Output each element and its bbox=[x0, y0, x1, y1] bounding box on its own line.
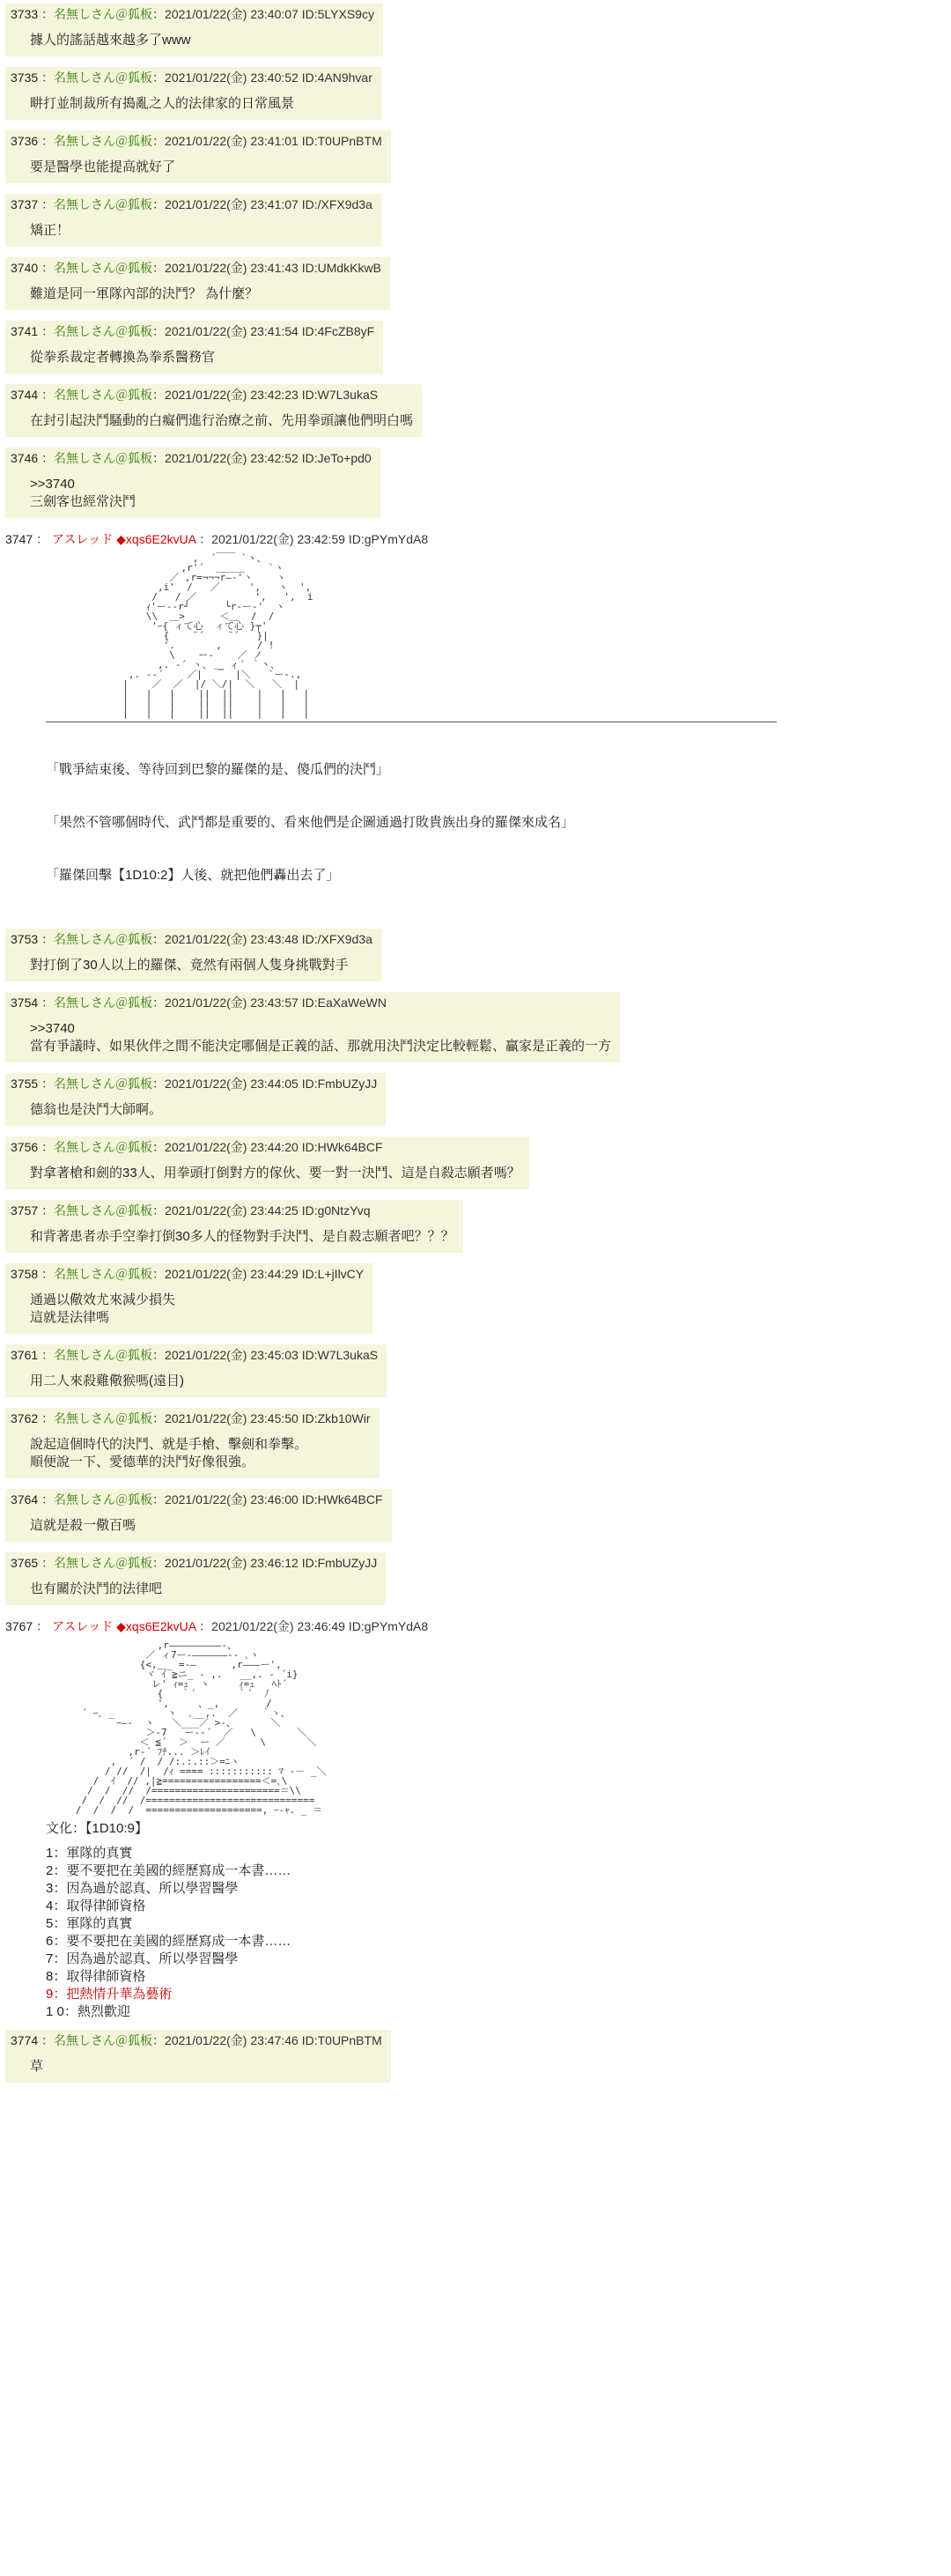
post-body: 和背著患者赤手空拳打倒30多人的怪物對手決鬥、是自殺志願者吧？？？ bbox=[30, 1229, 454, 1244]
post-body: 這就是殺一儆百嗎 bbox=[30, 1518, 136, 1533]
option-item: 4：取得律師資格 bbox=[46, 1899, 146, 1913]
post-id[interactable]: ID:W7L3ukaS bbox=[301, 1348, 379, 1362]
reply-post bbox=[5, 1344, 387, 1397]
post-id[interactable]: ID:4FcZB8yF bbox=[301, 324, 375, 338]
reply-wrapper bbox=[0, 1408, 951, 1489]
reply-post bbox=[5, 1489, 392, 1542]
post-date: 2021/01/22(金) 23:42:23 bbox=[165, 388, 299, 402]
reply-wrapper bbox=[0, 67, 951, 130]
poster-name: 名無しさん＠狐板 bbox=[54, 1348, 153, 1362]
post-number[interactable]: 3756 bbox=[11, 1140, 39, 1154]
post-header: 3741 ：名無しさん＠狐板：2021/01/22(金) 23:41:54 ID:4FcZB8yF bbox=[11, 324, 375, 338]
reply-post bbox=[5, 2030, 391, 2083]
post-date: 2021/01/22(金) 23:42:52 bbox=[165, 451, 299, 465]
reply-wrapper bbox=[0, 1136, 951, 1200]
reply-post bbox=[5, 448, 380, 518]
reply-post bbox=[5, 1200, 463, 1253]
post-date: 2021/01/22(金) 23:43:48 bbox=[165, 932, 299, 946]
post-header: 3735 ：名無しさん＠狐板：2021/01/22(金) 23:40:52 ID:4AN9hvar bbox=[11, 70, 372, 85]
post-date: 2021/01/22(金) 23:44:05 bbox=[165, 1077, 299, 1091]
poster-name: 名無しさん＠狐板 bbox=[54, 388, 153, 402]
poster-name: 名無しさん＠狐板 bbox=[54, 996, 153, 1010]
option-item: 6：要不要把在美國的經歷寫成一本書…… bbox=[46, 1934, 291, 1949]
post-date: 2021/01/22(金) 23:41:43 bbox=[165, 261, 299, 275]
post-id[interactable]: ID:/XFX9d3a bbox=[301, 197, 372, 211]
post-number[interactable]: 3755 bbox=[11, 1077, 39, 1091]
reply-wrapper bbox=[0, 257, 951, 321]
post-date: 2021/01/22(金) 23:44:25 bbox=[165, 1203, 299, 1218]
post-date: 2021/01/22(金) 23:41:54 bbox=[165, 324, 299, 338]
post-header: 3764 ：名無しさん＠狐板：2021/01/22(金) 23:46:00 ID:HWk64BCF bbox=[11, 1492, 383, 1506]
post-body: 在封引起決鬥騷動的白癡們進行治療之前、先用拳頭讓他們明白嗎 bbox=[30, 413, 414, 428]
poster-name: 名無しさん＠狐板 bbox=[54, 1492, 153, 1506]
poster-name: 名無しさん＠狐板 bbox=[54, 1411, 153, 1425]
post-number[interactable]: 3736 bbox=[11, 134, 39, 148]
reply-post bbox=[5, 257, 390, 310]
post-date: 2021/01/22(金) 23:46:49 bbox=[211, 1619, 345, 1633]
op-post bbox=[5, 1617, 951, 2021]
post-header: 3767 ： アスレッド ◆xqs6E2kvUA ：2021/01/22(金) 23:46:49 ID:gPYmYdA8 bbox=[5, 1619, 429, 1633]
op-text-line: 「戰爭結束後、等待回到巴黎的羅傑的是、傻瓜們的決鬥」 bbox=[46, 762, 390, 777]
post-body: >>3740 三劍客也經常決鬥 bbox=[30, 477, 136, 509]
post-id[interactable]: ID:g0NtzYvq bbox=[301, 1203, 371, 1218]
poster-name: 名無しさん＠狐板 bbox=[54, 1267, 153, 1281]
post-body: 德翁也是決鬥大師啊。 bbox=[30, 1102, 163, 1117]
post-date: 2021/01/22(金) 23:45:03 bbox=[165, 1348, 299, 1362]
reply-wrapper bbox=[0, 130, 951, 194]
option-item: 7：因為過於認真、所以學習醫學 bbox=[46, 1951, 239, 1966]
poster-name: 名無しさん＠狐板 bbox=[54, 451, 153, 465]
reply-wrapper bbox=[0, 1489, 951, 1552]
post-id[interactable]: ID:gPYmYdA8 bbox=[348, 1619, 429, 1633]
post-id[interactable]: ID:5LYXS9cy bbox=[301, 7, 374, 21]
post-header: 3747 ： アスレッド ◆xqs6E2kvUA ：2021/01/22(金) 23:42:59 ID:gPYmYdA8 bbox=[5, 532, 429, 546]
reply-group bbox=[0, 4, 951, 529]
option-item: 9：把熱情升華為藝術 bbox=[46, 1987, 173, 2002]
post-id[interactable]: ID:EaXaWeWN bbox=[301, 996, 387, 1010]
post-body: 從拳系裁定者轉換為拳系醫務官 bbox=[30, 350, 216, 365]
post-number[interactable]: 3737 bbox=[11, 197, 39, 211]
poster-name: 名無しさん＠狐板 bbox=[54, 932, 153, 946]
post-id[interactable]: ID:4AN9hvar bbox=[301, 70, 372, 85]
reply-post bbox=[5, 1136, 529, 1189]
post-id[interactable]: ID:T0UPnBTM bbox=[301, 2033, 382, 2047]
post-number[interactable]: 3747 bbox=[5, 532, 33, 546]
reply-wrapper bbox=[0, 1263, 951, 1344]
post-number[interactable]: 3740 bbox=[11, 261, 39, 275]
post-date: 2021/01/22(金) 23:43:57 bbox=[165, 996, 299, 1010]
option-item: 8：取得律師資格 bbox=[46, 1969, 146, 1984]
reply-post bbox=[5, 130, 391, 183]
post-body: 對打倒了30人以上的羅傑、竟然有兩個人隻身挑戰對手 bbox=[30, 958, 349, 973]
post-number[interactable]: 3758 bbox=[11, 1267, 39, 1281]
post-number[interactable]: 3774 bbox=[11, 2033, 39, 2047]
option-item: 5：軍隊的真實 bbox=[46, 1916, 133, 1931]
poster-name: 名無しさん＠狐板 bbox=[54, 2033, 153, 2047]
reply-wrapper bbox=[0, 1552, 951, 1616]
post-id[interactable]: ID:FmbUZyJJ bbox=[301, 1077, 378, 1091]
post-header: 3744 ：名無しさん＠狐板：2021/01/22(金) 23:42:23 ID:W7L3ukaS bbox=[11, 388, 379, 402]
post-date: 2021/01/22(金) 23:44:29 bbox=[165, 1267, 299, 1281]
post-body: 對拿著槍和劍的33人、用拳頭打倒對方的傢伙、要一對一決鬥、這是自殺志願者嗎？ bbox=[30, 1166, 520, 1181]
post-header: 3765 ：名無しさん＠狐板：2021/01/22(金) 23:46:12 ID:FmbUZyJJ bbox=[11, 1556, 378, 1570]
post-id[interactable]: ID:FmbUZyJJ bbox=[301, 1556, 378, 1570]
post-body: 難道是同一軍隊內部的決鬥？ 為什麼？ bbox=[30, 286, 259, 301]
post-date: 2021/01/22(金) 23:41:07 bbox=[165, 197, 299, 211]
post-body: 通過以儆效尤來減少損失 這就是法律嗎 bbox=[30, 1292, 176, 1325]
post-number[interactable]: 3767 bbox=[5, 1619, 33, 1633]
post-number[interactable]: 3757 bbox=[11, 1203, 39, 1218]
poster-name: 名無しさん＠狐板 bbox=[54, 1077, 153, 1091]
reply-wrapper bbox=[0, 321, 951, 384]
reply-post bbox=[5, 321, 383, 374]
reply-post bbox=[5, 4, 383, 56]
post-id[interactable]: ID:HWk64BCF bbox=[301, 1140, 383, 1154]
post-date: 2021/01/22(金) 23:47:46 bbox=[165, 2033, 299, 2047]
poster-name: アスレッド bbox=[51, 532, 114, 546]
post-body: 草 bbox=[30, 2059, 44, 2074]
post-header: 3756 ：名無しさん＠狐板：2021/01/22(金) 23:44:20 ID:HWk64BCF bbox=[11, 1140, 383, 1154]
op-text-line: 「果然不管哪個時代、武鬥都是重要的、看來他們是企圖通過打敗貴族出身的羅傑來成名」 bbox=[46, 815, 575, 830]
post-number[interactable]: 3762 bbox=[11, 1411, 39, 1425]
post-body: >>3740 當有爭議時、如果伙伴之間不能決定哪個是正義的話、那就用決鬥決定比較輕鬆、贏家是正義的一方 bbox=[30, 1021, 612, 1054]
post-header: 3758 ：名無しさん＠狐板：2021/01/22(金) 23:44:29 ID:L+jIlvCY bbox=[11, 1267, 365, 1281]
post-number[interactable]: 3744 bbox=[11, 388, 39, 402]
post-id[interactable]: ID:Zkb10Wir bbox=[301, 1411, 371, 1425]
post-body: 要是醫學也能提高就好了 bbox=[30, 159, 176, 174]
reply-wrapper bbox=[0, 1073, 951, 1136]
op-text bbox=[46, 726, 951, 920]
post-id[interactable]: ID:T0UPnBTM bbox=[301, 134, 382, 148]
post-date: 2021/01/22(金) 23:40:52 bbox=[165, 70, 299, 85]
post-date: 2021/01/22(金) 23:46:12 bbox=[165, 1556, 299, 1570]
post-date: 2021/01/22(金) 23:46:00 bbox=[165, 1492, 299, 1506]
post-date: 2021/01/22(金) 23:44:20 bbox=[165, 1140, 299, 1154]
poster-name: 名無しさん＠狐板 bbox=[54, 1140, 153, 1154]
reply-post bbox=[5, 194, 381, 247]
reply-post bbox=[5, 1263, 372, 1334]
post-number[interactable]: 3735 bbox=[11, 70, 39, 85]
post-number[interactable]: 3754 bbox=[11, 996, 39, 1010]
post-id[interactable]: ID:UMdkKkwB bbox=[301, 261, 381, 275]
reply-wrapper bbox=[0, 384, 951, 448]
reply-wrapper bbox=[0, 194, 951, 257]
post-body: 也有關於決鬥的法律吧 bbox=[30, 1581, 163, 1596]
reply-post bbox=[5, 929, 381, 981]
post-header: 3754 ：名無しさん＠狐板：2021/01/22(金) 23:43:57 ID:EaXaWeWN bbox=[11, 996, 387, 1010]
reply-post bbox=[5, 384, 422, 437]
post-number[interactable]: 3761 bbox=[11, 1348, 39, 1362]
reply-wrapper bbox=[0, 992, 951, 1073]
reply-post bbox=[5, 992, 620, 1062]
post-header: 3753 ：名無しさん＠狐板：2021/01/22(金) 23:43:48 ID:/XFX9d3a bbox=[11, 932, 372, 946]
post-number[interactable]: 3741 bbox=[11, 324, 39, 338]
post-header: 3755 ：名無しさん＠狐板：2021/01/22(金) 23:44:05 ID:FmbUZyJJ bbox=[11, 1077, 378, 1091]
reply-post bbox=[5, 67, 381, 120]
op-post bbox=[5, 530, 951, 920]
reply-wrapper bbox=[0, 1200, 951, 1263]
ascii-art: , ´￣￣ `ヽ、 ,r'´ ＿＿＿ `ヽ ／ ,r=¬¬¬r―‐'ヽ ヽ ,i' / ／ ', ヽ ', / / ／ ', ', i ｨ'ー-‐r┘ └r-ー-' ヽ \\ ＿> ＜＿ / / 'ｰ{ ィて心 ィて心 }┬' { ¨´ ¨´ }| '. , / ! \ ー‐ ／ ノ ,. -´ ヽ、 _ ィ´ ｀丶、 ,. -‐´ ／| ￣ |＼ `ー-., | ／ ／ |/ ＼/| ＼ ＼ | | | | || || | | | | | | || || | | | | | | || || | | | bbox=[122, 552, 313, 719]
tripcode: ◆xqs6E2kvUA bbox=[116, 532, 196, 546]
post-id[interactable]: ID:JeTo+pd0 bbox=[301, 451, 372, 465]
post-date: 2021/01/22(金) 23:45:50 bbox=[165, 1411, 299, 1425]
post-date: 2021/01/22(金) 23:41:01 bbox=[165, 134, 299, 148]
post-header: 3746 ：名無しさん＠狐板：2021/01/22(金) 23:42:52 ID:JeTo+pd0 bbox=[11, 451, 372, 465]
post-header: 3761 ：名無しさん＠狐板：2021/01/22(金) 23:45:03 ID:W7L3ukaS bbox=[11, 1348, 379, 1362]
ascii-art: ,r―――――――――-、 ／ ィ7ー‐――――――‐- ､ヽ {<,＿_ =-― ,r―――ー', ヾ ｲ ≧ニ_ ‐ ,. __,. ‐ ´i} レ' ｨ=ｭ ヽ ｨ=ｭ ﾍﾄ´ { ｀´ ｀´ ﾉ ', 、_, / ´ ｰ､ _ ヽ ､__,. ／ ｀ヽ、 ｰ―- ヽ ＼___／ >-、 ＼ ＞-7 ー-‐´ ／ \ ＼ ＜ ≦´ ＞ ー ／ \ ＼ ,r‐´ ﾌﾁ... ＞ﾚｲ , ´ / / /:.:.::＞=ﾆヽ / // /| /ｨ ==== ::::::::::: ﾏ ‐－ _＼ / ｲ // ,|≧=================＜=､\ / / // /======================＝\\ / / // /============================= / / / / ====================, ｰ-ｬ. _ ＝ bbox=[75, 1640, 327, 1816]
poster-name: 名無しさん＠狐板 bbox=[54, 1203, 153, 1218]
post-id[interactable]: ID:/XFX9d3a bbox=[301, 932, 372, 946]
option-item: 1 0：熱烈歡迎 bbox=[46, 2004, 130, 2019]
post-date: 2021/01/22(金) 23:42:59 bbox=[211, 532, 345, 546]
post-header: 3757 ：名無しさん＠狐板：2021/01/22(金) 23:44:25 ID:g0NtzYvq bbox=[11, 1203, 371, 1218]
post-body: 說起這個時代的決鬥、就是手槍、擊劍和拳擊。 順便說一下、愛德華的決鬥好像很強。 bbox=[30, 1437, 308, 1469]
poster-name: 名無しさん＠狐板 bbox=[54, 134, 153, 148]
post-header: 3736 ：名無しさん＠狐板：2021/01/22(金) 23:41:01 ID:T0UPnBTM bbox=[11, 134, 382, 148]
post-number[interactable]: 3733 bbox=[11, 7, 39, 21]
post-number[interactable]: 3746 bbox=[11, 451, 39, 465]
reply-post bbox=[5, 1552, 386, 1605]
poster-name: 名無しさん＠狐板 bbox=[54, 70, 153, 85]
post-header: 3733 ：名無しさん＠狐板：2021/01/22(金) 23:40:07 ID:5LYXS9cy bbox=[11, 7, 374, 21]
reply-wrapper bbox=[0, 929, 951, 992]
option-item: 1：軍隊的真實 bbox=[46, 1846, 133, 1861]
post-date: 2021/01/22(金) 23:40:07 bbox=[165, 7, 299, 21]
post-id[interactable]: ID:HWk64BCF bbox=[301, 1492, 383, 1506]
reply-post bbox=[5, 1408, 380, 1478]
post-header: 3774 ：名無しさん＠狐板：2021/01/22(金) 23:47:46 ID:T0UPnBTM bbox=[11, 2033, 382, 2047]
post-number[interactable]: 3765 bbox=[11, 1556, 39, 1570]
option-item: 3：因為過於認真、所以學習醫學 bbox=[46, 1881, 239, 1896]
post-body: 矯正！ bbox=[30, 223, 70, 238]
post-number[interactable]: 3753 bbox=[11, 932, 39, 946]
option-item: 2：要不要把在美國的經歷寫成一本書…… bbox=[46, 1863, 291, 1878]
post-body: 據人的謠話越來越多了www bbox=[30, 33, 191, 48]
post-header: 3737 ：名無しさん＠狐板：2021/01/22(金) 23:41:07 ID:/XFX9d3a bbox=[11, 197, 372, 211]
poster-name: 名無しさん＠狐板 bbox=[54, 324, 153, 338]
poster-name: 名無しさん＠狐板 bbox=[54, 1556, 153, 1570]
post-header: 3740 ：名無しさん＠狐板：2021/01/22(金) 23:41:43 ID:UMdkKkwB bbox=[11, 261, 381, 275]
poster-name: 名無しさん＠狐板 bbox=[54, 261, 153, 275]
post-body: 用二人來殺雞儆猴嗎(遠目) bbox=[30, 1373, 184, 1388]
post-body: 畊打並制裁所有搗亂之人的法律家的日常風景 bbox=[30, 96, 295, 111]
dice-roll-title: 文化：【1D10:9】 bbox=[46, 1821, 148, 1836]
reply-post bbox=[5, 1073, 386, 1126]
reply-wrapper bbox=[0, 1344, 951, 1408]
poster-name: 名無しさん＠狐板 bbox=[54, 7, 153, 21]
poster-name: アスレッド bbox=[51, 1619, 114, 1633]
op-text-line: 「羅傑回擊【1D10:2】人後、就把他們轟出去了」 bbox=[46, 868, 340, 883]
poster-name: 名無しさん＠狐板 bbox=[54, 197, 153, 211]
reply-wrapper bbox=[0, 2030, 951, 2093]
reply-group bbox=[0, 929, 951, 1616]
post-number[interactable]: 3764 bbox=[11, 1492, 39, 1506]
post-header: 3762 ：名無しさん＠狐板：2021/01/22(金) 23:45:50 ID:Zkb10Wir bbox=[11, 1411, 371, 1425]
post-id[interactable]: ID:W7L3ukaS bbox=[301, 388, 379, 402]
post-id[interactable]: ID:gPYmYdA8 bbox=[348, 532, 429, 546]
reply-wrapper bbox=[0, 4, 951, 67]
option-list bbox=[46, 1845, 951, 2021]
reply-wrapper bbox=[0, 448, 951, 529]
post-id[interactable]: ID:L+jIlvCY bbox=[301, 1267, 365, 1281]
reply-group bbox=[0, 2030, 951, 2093]
tripcode: ◆xqs6E2kvUA bbox=[116, 1619, 196, 1633]
